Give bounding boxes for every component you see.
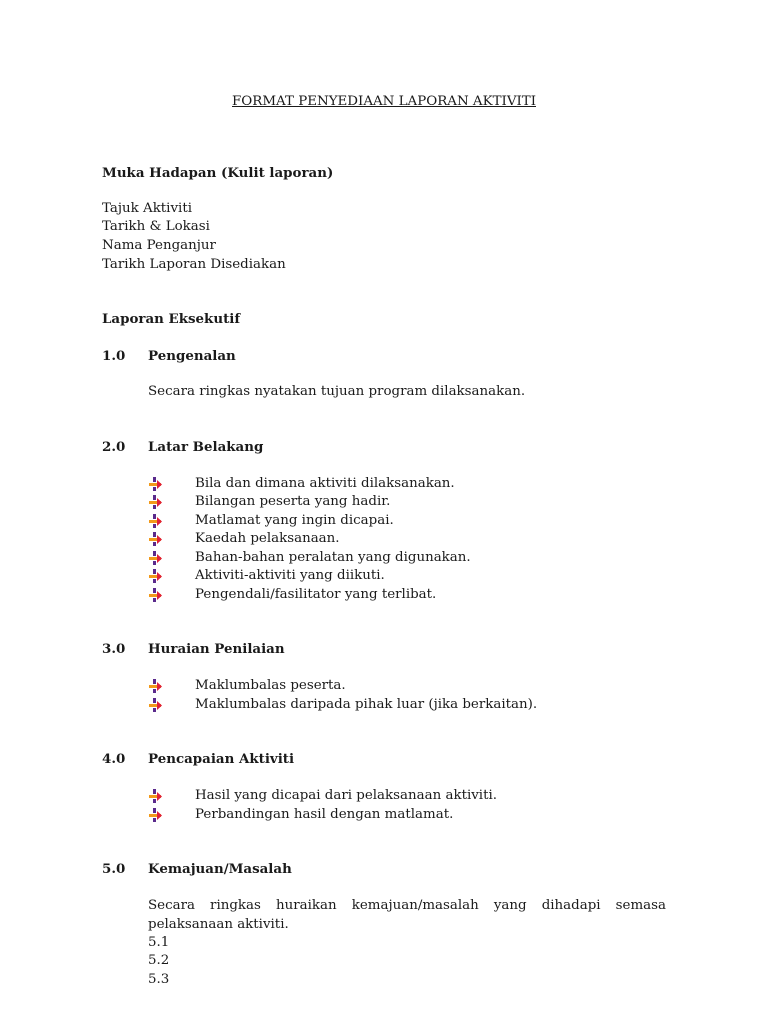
section-heading: Pencapaian Aktiviti xyxy=(148,751,295,767)
list-item: Kaedah pelaksanaan. xyxy=(195,531,340,546)
section-number: 3.0 xyxy=(102,641,126,657)
list-item: Matlamat yang ingin dicapai. xyxy=(195,513,394,528)
list-item: Hasil yang dicapai dari pelaksanaan aktiviti. xyxy=(195,788,498,803)
section-text: Secara ringkas nyatakan tujuan program dilaksanakan. xyxy=(148,384,526,399)
arrow-bullet-icon xyxy=(148,698,162,712)
arrow-bullet-icon xyxy=(148,569,162,583)
list-item: Maklumbalas daripada pihak luar (jika berkaitan). xyxy=(195,697,538,712)
list-item: Bila dan dimana aktiviti dilaksanakan. xyxy=(195,476,455,491)
cover-item: Tajuk Aktiviti xyxy=(102,201,192,216)
section-heading: Huraian Penilaian xyxy=(148,641,285,657)
sub-item: 5.3 xyxy=(148,972,170,987)
cover-heading: Muka Hadapan (Kulit laporan) xyxy=(102,165,334,181)
paragraph-line: Secara ringkas huraikan kemajuan/masalah yang dihadapi semasa xyxy=(148,898,666,913)
list-item: Maklumbalas peserta. xyxy=(195,678,346,693)
section-paragraph xyxy=(148,897,666,915)
section-number: 5.0 xyxy=(102,861,126,877)
page-title: FORMAT PENYEDIAAN LAPORAN AKTIVITI xyxy=(232,94,536,109)
arrow-bullet-icon xyxy=(148,588,162,602)
arrow-bullet-icon xyxy=(148,495,162,509)
sub-item: 5.1 xyxy=(148,935,170,950)
arrow-bullet-icon xyxy=(148,532,162,546)
sub-item: 5.2 xyxy=(148,953,170,968)
section-heading: Kemajuan/Masalah xyxy=(148,861,292,877)
section-number: 2.0 xyxy=(102,439,126,455)
section-number: 1.0 xyxy=(102,348,126,364)
list-item: Aktiviti-aktiviti yang diikuti. xyxy=(195,568,385,583)
list-item: Pengendali/fasilitator yang terlibat. xyxy=(195,587,437,602)
arrow-bullet-icon xyxy=(148,789,162,803)
paragraph-line: pelaksanaan aktiviti. xyxy=(148,917,289,932)
executive-heading: Laporan Eksekutif xyxy=(102,311,241,327)
cover-item: Tarikh & Lokasi xyxy=(102,219,210,234)
section-heading: Latar Belakang xyxy=(148,439,264,455)
section-heading: Pengenalan xyxy=(148,348,236,364)
arrow-bullet-icon xyxy=(148,679,162,693)
arrow-bullet-icon xyxy=(148,514,162,528)
cover-item: Tarikh Laporan Disediakan xyxy=(102,257,286,272)
list-item: Perbandingan hasil dengan matlamat. xyxy=(195,807,454,822)
section-number: 4.0 xyxy=(102,751,126,767)
list-item: Bahan-bahan peralatan yang digunakan. xyxy=(195,550,471,565)
list-item: Bilangan peserta yang hadir. xyxy=(195,494,391,509)
arrow-bullet-icon xyxy=(148,551,162,565)
arrow-bullet-icon xyxy=(148,808,162,822)
arrow-bullet-icon xyxy=(148,477,162,491)
cover-item: Nama Penganjur xyxy=(102,238,216,253)
